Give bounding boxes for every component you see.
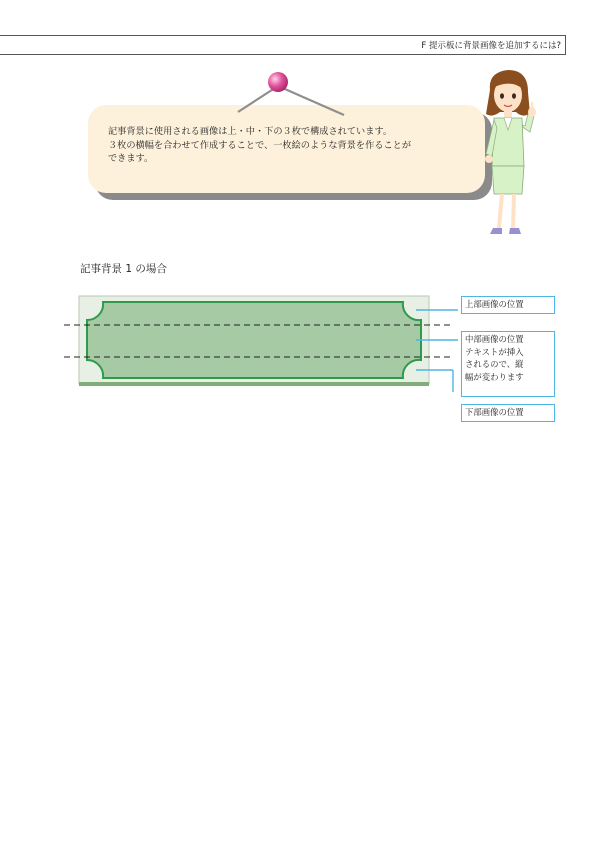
callout-bottom-label: 下部画像の位置 [465, 407, 524, 417]
bubble-line: ３枚の横幅を合わせて作成することで、一枚絵のような背景を作ることが [108, 139, 412, 151]
callout-middle-line: テキストが挿入 [465, 346, 524, 357]
presenter-woman-illustration [478, 68, 544, 243]
callout-middle-line: されるので、縦 [465, 359, 524, 369]
callout-top-image-position [461, 296, 555, 314]
callout-middle-image-position [461, 331, 555, 397]
bubble-line: 記事背景に使用される画像は上・中・下の３枚で構成されています。 [108, 126, 393, 137]
header-rule-bottom [0, 54, 566, 55]
callout-bottom-image-position [461, 404, 555, 422]
page-header-title: F 提示板に背景画像を追加するには? [421, 41, 561, 51]
bubble-line: できます。 [108, 153, 154, 164]
callout-top-label: 上部画像の位置 [465, 299, 524, 309]
bubble-text [108, 125, 483, 166]
section-heading: 記事背景 1 の場合 [80, 263, 167, 275]
header-rule-top [0, 35, 566, 36]
push-pin-icon [230, 66, 360, 126]
callout-middle-line: 幅が変わります [465, 371, 524, 382]
header-rule-right [565, 35, 566, 55]
callout-middle-line: 中部画像の位置 [465, 334, 524, 344]
article-background-diagram [58, 292, 458, 392]
